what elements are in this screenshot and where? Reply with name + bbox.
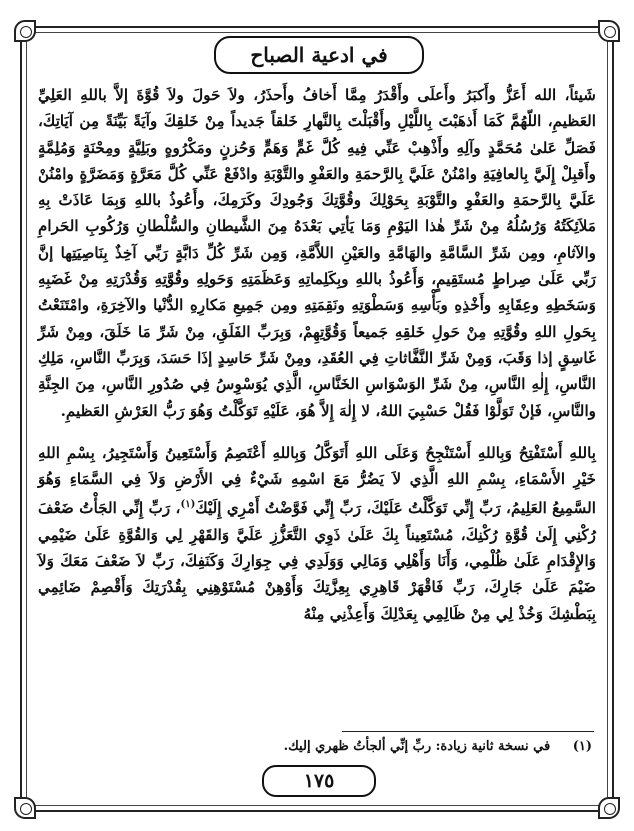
page-number [262,765,376,797]
page-title [214,36,424,74]
footnote [52,739,592,754]
footnote-divider [342,731,594,732]
prayer-paragraph-2-part-2: ، رَبِّ إِنِّي الجَأْتُ ضَعْفَ رُكْنِي إِلَىٰ قُوَّةِ رُكْنِكَ، مُسْتَعِيناً بِكَ عَلَىٰ ذَوِي التَّعَزُّزِ عَلَيَّ وَالقَهْرِ لِي وَالقُوَّةِ عَلَىٰ ضَيْمِي وَالإِقْدَامِ عَلَىٰ ظُلْمِي، وَأَنَا وَأَهْلِي وَمَالِي وَوَلَدِي فِي جِوَارِكَ وَكَنَفِكَ، رَبِّ لاَ ضَعْفَ مَعَكَ وَلاَ ضَيْمَ عَلَىٰ جَارِكَ، رَبِّ فَاقْهَرْ قَاهِرِي بِعِزَّتِكَ وَأَوْهِنْ مُسْتَوْهِنِي بِقُدْرَتِكَ وَأَقْصِمْ ضَائِمِي بِبَطْشِكَ وَخُذْ لِي مِنْ ظَالِمِي بِعَدْلِكَ وَأَعِذْنِي مِنْهُ [38,499,596,623]
prayer-body [38,82,596,627]
prayer-paragraph-1: شَيئاً، الله أَعَزُّ وأَكبَرُ وأَعلَى وأَقْدَرُ مِمَّا أَخافُ وأَحذَرُ، ولاَ حَولَ ولاَ قُوَّةَ إلاَّ باللهِ العَلِيِّ العَظيمِ، اللّهُمَّ كَمَا أَذهَبْتَ بِاللَّيْلِ وأَقْبَلْتَ بِالنَّهارِ خَلقاً جَديداً مِنْ خَلقِكَ وآيَةً بَيِّنَةً مِن آيَاتِكَ، فَصَلِّ عَلىٰ مُحَمَّدٍ وآلِهِ وأَذْهِبْ عَنِّي فِيهِ كُلَّ غَمٍّ وَهَمٍّ وَحُزنٍ ومَكْرُوهٍ وبَلِيَّةٍ ومِحْنَةٍ وَمُلِمَّةٍ وأَقبِلْ إِلَيَّ بِالعافِيَةِ وامْنُنْ عَلَيَّ بِالرَّحمَةِ والعَفْوِ والتَّوْبَةِ وادْفَعْ عَنِّي كُلَّ مَعَرَّةٍ وَمَضَرَّةٍ وامْنُنْ عَلَيَّ بِالرَّحمَةِ والعَفْوِ والتَّوْبَةِ بِحَوْلِكَ وقُوَّتِكَ وَجُودِكَ وكَرَمِكَ، وأَعُوذُ باللهِ وَبِمَا عَاذَتْ بِهِ مَلاَئِكَتُهُ وَرُسُلُهُ مِنْ شَرِّ هٰذا اليَوْمِ وَمَا يَأتِي بَعْدَهُ مِنَ الشَّيطانِ والسُّلْطانِ وَرُكُوبِ الحَرامِ والآثامِ، ومِن شَرِّ السَّامَّةِ والهَامَّةِ والعَيْنِ اللاَّمَّةِ، وَمِن شَرِّ كُلِّ دَابَّةٍ رَبِّي آخِذٌ بِنَاصِيَتِها إنَّ رَبِّي عَلَىٰ صِراطٍ مُستَقِيمٍ، وَأَعُوذُ باللهِ وبِكَلِماتِهِ وَعَظَمَتِهِ وَحَولِهِ وقُوَّتِهِ وَقُدْرَتِهِ مِنْ غَضَبِهِ وَسَخَطِهِ وعِقَابِهِ وأَخْذِهِ وبَأْسِهِ وَسَطْوَتِهِ ونَقِمَتِهِ ومِن جَمِيعِ مَكارِهِ الدُّنْيا والآخِرَةِ، وامْتَنَعْتُ بِحَولِ اللهِ وقُوَّتِهِ مِنْ حَولِ خَلقِهِ جَميعاً وَقُوَّتِهِمْ، وَبِرَبِّ الفَلَقِ، مِنْ شَرِّ مَا خَلَقَ، ومِنْ شَرِّ غَاسِقٍ إذا وَقَبَ، وَمِنْ شَرِّ النَّفَّاثاتِ فِي العُقَدِ، ومِنْ شَرِّ حَاسِدٍ إذَا حَسَدَ، وَبِرَبِّ النَّاسِ، مَلِكِ النَّاسِ، إِلٰهِ النَّاسِ، مِنْ شَرِّ الوَسْوَاسِ الخَنَّاسِ، الَّذِي يُوَسْوِسُ فِي صُدُورِ النَّاسِ، مِنَ الجِنَّةِ والنَّاسِ، فَإنْ تَوَلَّوْا فَقُلْ حَسْبِيَ اللهُ، لا إِلٰهَ إِلاَّ هُوَ، عَلَيْهِ تَوَكَّلْتُ وَهُوَ رَبُّ العَرْشِ العَظيمِ. [38,86,596,420]
corner-ornament-icon [598,797,620,819]
corner-ornament-icon [14,20,36,42]
prayer-paragraph-2 [38,440,596,627]
page-title-text: في ادعية الصباح [250,43,388,67]
corner-ornament-icon [14,797,36,819]
prayer-paragraph-2-part-1: بِاللهِ أَسْتَفْتِحُ وَبِاللهِ أَسْتَنْجِحُ وَعَلَى اللهِ أَتَوَكَّلُ وَبِاللهِ أَعْتَصِمُ وَأَسْتَعِينُ وَأَسْتَجِيرُ، بِسْمِ اللهِ خَيْرِ الأَسْمَاءِ، بِسْمِ اللهِ الَّذِي لاَ يَضُرُّ مَعَ اسْمِهِ شَيْءٌ فِي الأَرْضِ وَلاَ فِي السَّمَاءِ وَهُوَ السَّمِيعُ العَلِيمُ، رَبِّ إِنِّي تَوَكَّلْتُ عَلَيْكَ، رَبِّ إِنِّي فَوَّضْتُ أَمْرِي إِلَيْكَ [38,443,597,518]
corner-ornament-icon [598,20,620,42]
footnote-text: في نسخة ثانية زيادة: ربِّ إنِّي ألجأتُ ظهري إليك. [283,739,551,754]
page-number-text: ١٧٥ [303,770,335,792]
footnote-reference: (١) [180,499,196,511]
footnote-number: (١) [572,739,592,754]
